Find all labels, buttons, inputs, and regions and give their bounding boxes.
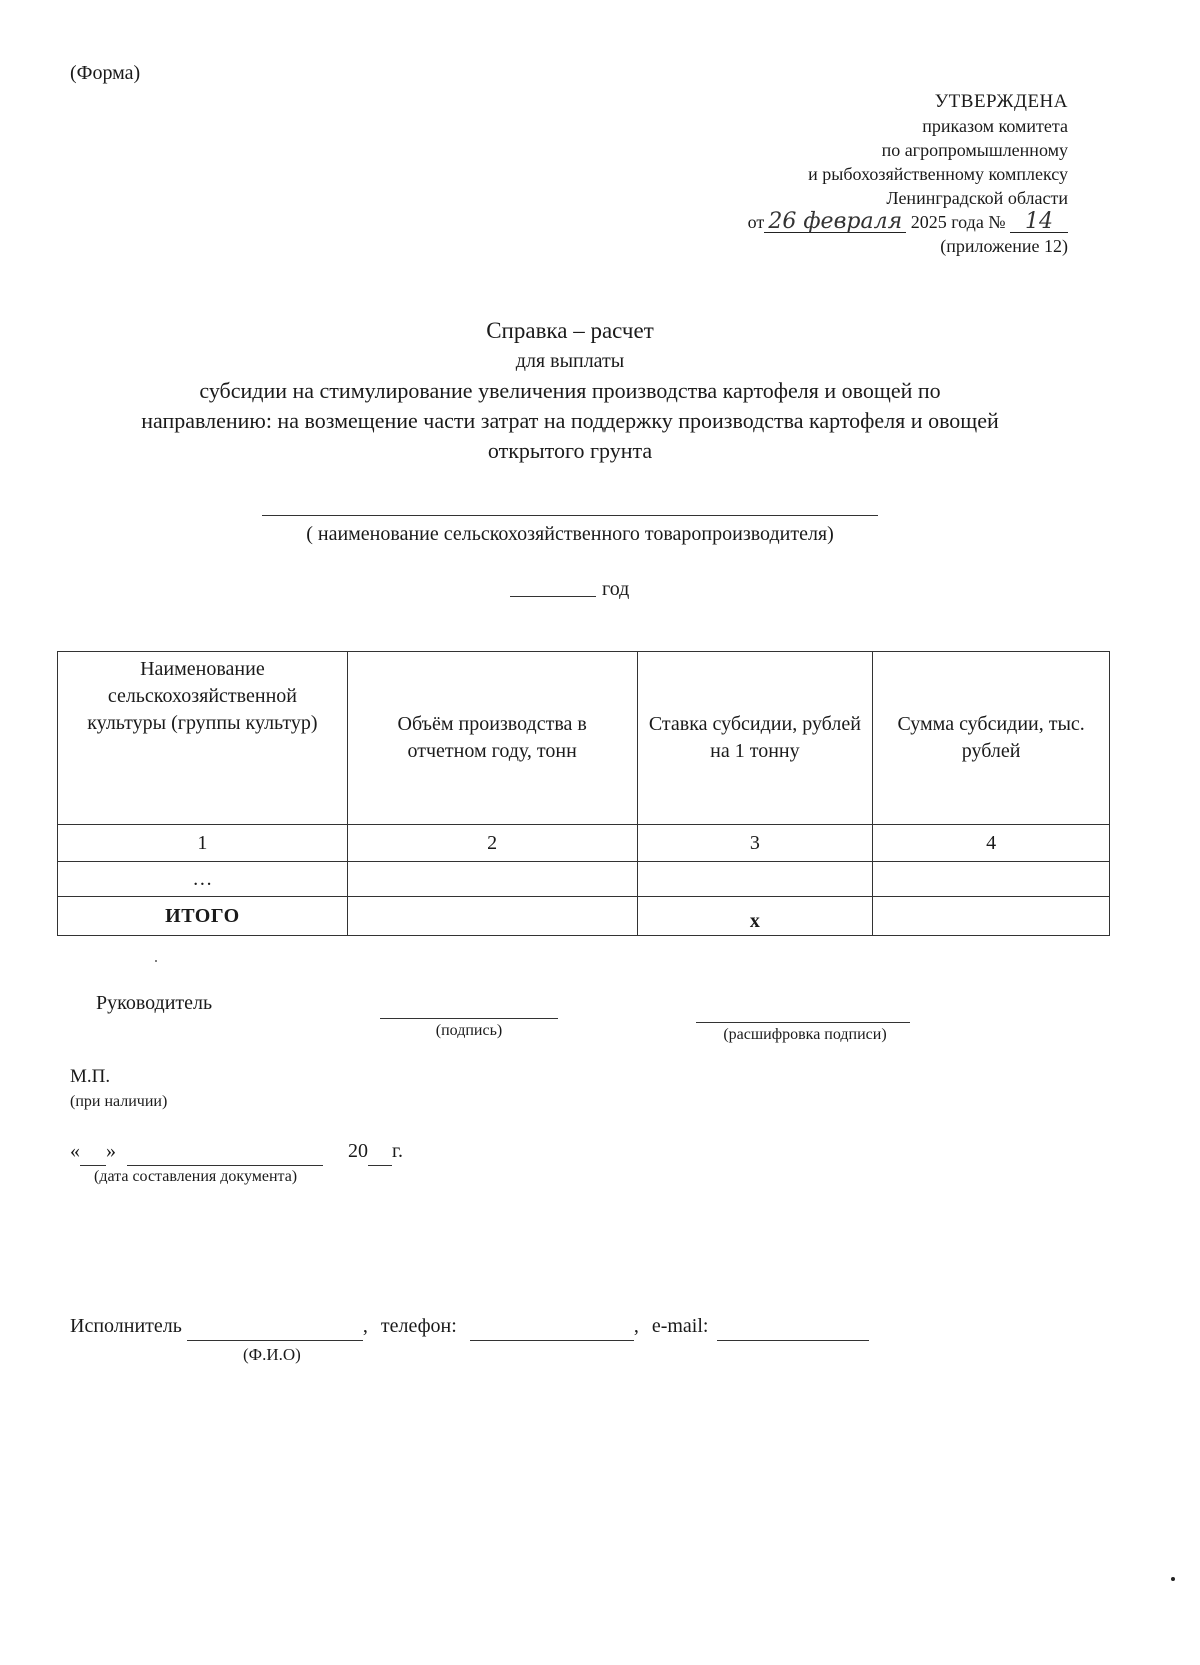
total-amount-cell[interactable] <box>873 897 1110 936</box>
producer-name-field[interactable] <box>262 515 878 516</box>
approval-order-line <box>748 210 1068 234</box>
title-line-1: Справка – расчет <box>486 318 654 343</box>
approval-line-2: по агропромышленному <box>881 140 1068 160</box>
approval-line-4: Ленинградской области <box>886 188 1068 208</box>
total-volume-cell[interactable] <box>347 897 637 936</box>
total-rate-cell: х <box>637 897 873 936</box>
approval-block <box>748 90 1068 258</box>
header-production-volume: Объём производства в отчетном году, тонн <box>347 652 637 825</box>
subsidy-table <box>57 651 1110 936</box>
approval-heading: УТВЕРЖДЕНА <box>934 91 1068 112</box>
approval-line-1: приказом комитета <box>922 116 1068 136</box>
email-field[interactable] <box>717 1317 869 1341</box>
approval-line-3: и рыбохозяйственному комплексу <box>808 164 1068 184</box>
total-label: ИТОГО <box>58 897 348 936</box>
year-suffix: г. <box>392 1140 403 1162</box>
day-field[interactable] <box>80 1142 106 1166</box>
title-line-4: направлению: на возмещение части затрат на поддержку производства картофеля и овощей <box>141 408 999 433</box>
date-open-quote: « <box>70 1140 80 1162</box>
date-close-quote: » <box>106 1140 116 1162</box>
producer-caption: ( наименование сельскохозяйственного товаропроизводителя) <box>306 523 834 545</box>
fio-caption: (Ф.И.О) <box>243 1345 301 1364</box>
executor-fio-field[interactable] <box>187 1317 363 1341</box>
date-row <box>70 1140 403 1166</box>
order-year-text: 2025 года № <box>910 212 1006 232</box>
table-cell[interactable] <box>347 862 637 897</box>
total-row <box>58 897 1110 936</box>
approval-appendix: (приложение 12) <box>940 236 1068 256</box>
table-cell[interactable] <box>637 862 873 897</box>
form-label: (Форма) <box>70 62 141 84</box>
header-subsidy-rate: Ставка субсидии, рублей на 1 тонну <box>637 652 873 825</box>
column-number: 1 <box>58 825 348 862</box>
year-prefix: 20 <box>348 1140 368 1162</box>
signature-caption: (подпись) <box>435 1022 503 1039</box>
table-row <box>58 825 1110 862</box>
phone-field[interactable] <box>470 1317 634 1341</box>
month-field[interactable] <box>127 1142 323 1166</box>
phone-label: телефон: <box>380 1315 457 1337</box>
email-label: e-mail: <box>651 1315 709 1337</box>
year-suffix-field[interactable] <box>368 1142 392 1166</box>
year-label: год <box>602 578 630 600</box>
date-caption: (дата составления документа) <box>94 1168 298 1185</box>
signature-field[interactable] <box>380 1018 558 1019</box>
scan-speck <box>1171 1577 1175 1581</box>
header-subsidy-amount: Сумма субсидии, тыс. рублей <box>873 652 1110 825</box>
column-number: 4 <box>873 825 1110 862</box>
order-from-prefix: от <box>747 212 765 232</box>
table-row <box>58 862 1110 897</box>
column-number: 3 <box>637 825 873 862</box>
stamp-note: (при наличии) <box>70 1093 168 1110</box>
scan-speck <box>155 960 157 962</box>
head-label: Руководитель <box>96 992 213 1014</box>
year-row <box>510 578 629 601</box>
executor-label: Исполнитель <box>70 1315 182 1337</box>
document-title <box>60 316 1080 466</box>
title-line-2: для выплаты <box>515 350 625 372</box>
stamp-label: М.П. <box>70 1066 111 1087</box>
executor-row: Исполнитель , телефон: , e-mail: <box>70 1315 869 1341</box>
order-number-handwritten: 14 <box>1010 212 1068 233</box>
signature-decode-field[interactable] <box>696 1022 910 1023</box>
placeholder-cell: … <box>58 862 348 897</box>
column-number: 2 <box>347 825 637 862</box>
order-date-handwritten: 26 февраля <box>764 212 906 233</box>
title-line-3: субсидии на стимулирование увеличения производства картофеля и овощей по <box>199 378 941 403</box>
table-header-row <box>58 652 1110 825</box>
signature-decode-caption: (расшифровка подписи) <box>723 1026 887 1043</box>
year-field[interactable] <box>510 596 596 597</box>
table-cell[interactable] <box>873 862 1110 897</box>
title-line-5: открытого грунта <box>487 438 653 463</box>
header-crop-name: Наименование сельскохозяйственной культуры (группы культур) <box>58 652 348 825</box>
